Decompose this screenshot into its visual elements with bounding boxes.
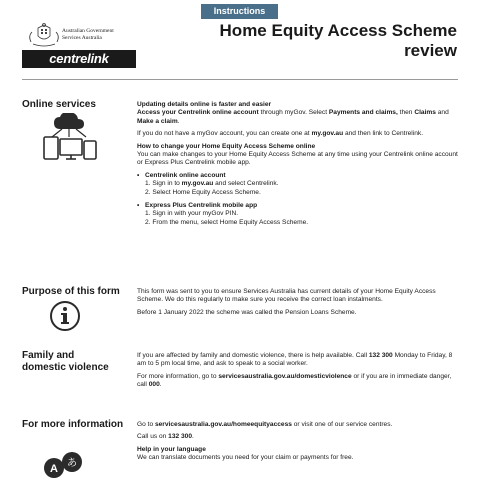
devices-cloud-icon: [40, 113, 102, 165]
online-para-3: You can make changes to your Home Equity Access Scheme at any time using your Centrelink online account or Express Plus Centrelink mobile app.: [137, 151, 458, 167]
more-information-heading: For more information: [22, 419, 124, 430]
info-icon: [49, 300, 81, 332]
more-para-2: Call us on 132 300.: [137, 433, 194, 441]
more-para-1: Go to servicesaustralia.gov.au/homeequityaccess or visit one of our service centres.: [137, 421, 393, 428]
translate-icon: [40, 452, 88, 480]
instructions-tab: Instructions: [201, 4, 278, 19]
purpose-heading: Purpose of this form: [22, 286, 120, 297]
purpose-para-1: This form was sent to you to ensure Services Australia has current details of your Home Equity Access Scheme. We do this regularly to make sure you receive the correct loan instalments.: [137, 288, 436, 304]
online-para-2: If you do not have a myGov account, you can create one at my.gov.au and then link to Centrelink.: [137, 130, 424, 138]
purpose-content: [137, 288, 459, 321]
centrelink-logo: centrelink: [22, 50, 136, 68]
domestic-violence-link[interactable]: servicesaustralia.gov.au/domesticviolence: [218, 372, 352, 380]
mygov-link[interactable]: my.gov.au: [311, 130, 344, 138]
page-title: Home Equity Access Scheme review: [219, 21, 457, 60]
gov-wordmark: Australian Government Services Australia: [62, 28, 114, 41]
online-options-list: [137, 172, 459, 227]
list-item: • Express Plus Centrelink mobile app 1. Sign in with your myGov PIN. 2. From the menu, select Home Equity Access Scheme.: [137, 202, 459, 227]
svg-text:A: A: [50, 463, 58, 475]
family-para-2: For more information, go to servicesaustralia.gov.au/domesticviolence or if you are in immediate danger, call 000.: [137, 372, 452, 389]
online-lead: Updating details online is faster and easier: [137, 101, 272, 108]
online-services-content: [137, 101, 459, 232]
online-para-1: Access your Centrelink online account through myGov. Select Payments and claims, then Claims and Make a claim.: [137, 109, 449, 125]
purpose-para-2: Before 1 January 2022 the scheme was called the Pension Loans Scheme.: [137, 308, 357, 316]
family-violence-heading: Family and domestic violence: [22, 350, 109, 373]
home-equity-access-link[interactable]: servicesaustralia.gov.au/homeequityaccess: [154, 421, 292, 428]
family-violence-content: [137, 352, 459, 394]
more-information-content: [137, 421, 459, 467]
language-help-heading: Help in your language: [137, 445, 206, 453]
mygov-link[interactable]: my.gov.au: [181, 180, 214, 188]
svg-text:あ: あ: [67, 458, 77, 469]
header-divider: [22, 79, 458, 80]
language-help-para: We can translate documents you need for your claim or payments for free.: [137, 454, 354, 462]
online-subheading: How to change your Home Equity Access Scheme online: [137, 142, 316, 150]
online-services-heading: Online services: [22, 99, 96, 110]
family-para-1: If you are affected by family and domestic violence, there is help available. Call 132 300 Monday to Friday, 8 am to 5 pm local time, and ask to speak to a social worker.: [137, 352, 453, 368]
list-item: • Centrelink online account 1. Sign in to my.gov.au and select Centrelink. 2. Select Home Equity Access Scheme.: [137, 172, 459, 197]
